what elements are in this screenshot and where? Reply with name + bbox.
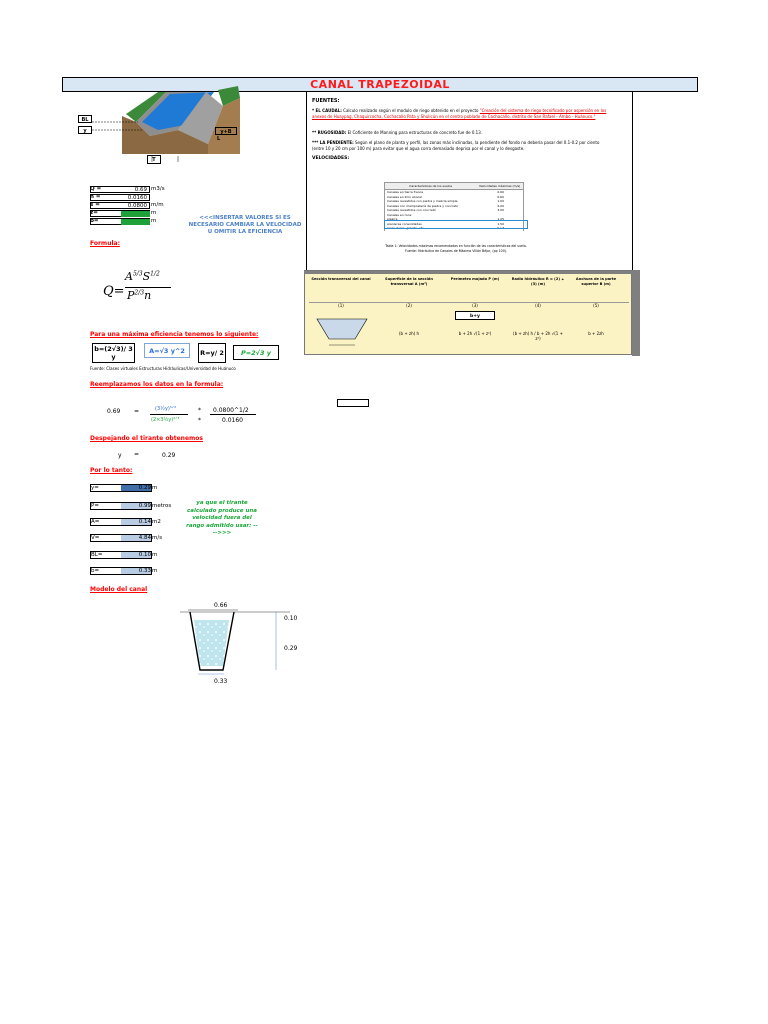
section-table-header: Anchura de la parte superior B (m)	[575, 277, 617, 286]
velocity-table-cell: Canales en limo aluvial	[387, 194, 422, 199]
section-table-colnum: (5)	[593, 303, 599, 308]
velocity-table-cell: Canales en roca:	[387, 212, 413, 217]
pendiente-text: Según el plano de planta y perfil, las zonas más inclinadas, la pendiente del fondo no debería pasar del 0.1-0.2 por ciento (entre 10 y 20 cm por 100 m) para evitar que el agua corra demasiado deprisa por el canal y lo desgaste.	[312, 140, 600, 151]
result-value: 0.99	[138, 503, 151, 509]
input-value-cell[interactable]: 0.69	[90, 186, 150, 193]
pendiente-label: *** LA PENDIENTE:	[312, 140, 354, 145]
eq-lhs: 0.69	[107, 408, 121, 415]
input-green-cell[interactable]	[121, 219, 150, 225]
gray-side-block	[632, 270, 640, 356]
section-table-cell: b + 2h √(1 + z²)	[458, 331, 492, 336]
velocity-table-cell: 0.60	[497, 190, 504, 194]
section-table-header: Radio hidráulico R = (2) ÷ (3) (m)	[511, 277, 565, 286]
solution-y: y	[118, 452, 122, 459]
result-value: 0.33	[138, 568, 151, 574]
section-table-colnum: (2)	[406, 303, 412, 308]
caudal-project: "Creación del sistema de riego tecnificado por aspersión en los anexos de Huaypag, Chaquircocha, Cochacallo Pata y Shulicún en el centro poblado de Cochacallo, distrito de San Rafael - Ambo - Huánuco."	[312, 108, 607, 119]
eq-equals: =	[134, 408, 140, 415]
velocity-table-cell: 1.25	[497, 217, 504, 221]
table-caption-text: Tabla 1: Velocidades máximas recomendadas en función de las características del suelo.	[385, 244, 527, 248]
a-formula: A=√3 y^2	[144, 343, 190, 358]
velocity-table-cell: 2.00	[497, 203, 504, 208]
velocidades-heading: VELOCIDADES:	[312, 156, 350, 161]
section-table-rule	[309, 302, 629, 303]
pendiente-note	[312, 140, 612, 151]
solution-equals: =	[134, 451, 140, 458]
sources-heading: FUENTES:	[312, 98, 340, 104]
result-value: 4.84	[138, 535, 151, 541]
velocity-table-cell: 1.00	[497, 199, 504, 203]
eq-times1: *	[198, 407, 201, 414]
eq-times2: *	[198, 417, 201, 424]
input-label: b=	[90, 218, 99, 224]
highlight-box: b+y	[455, 311, 495, 320]
b-formula: b=(2√3)/ 3 y	[92, 343, 135, 363]
channel-model-drawing	[150, 598, 310, 690]
solution-value: 0.29	[162, 452, 176, 459]
therefore-heading: Por lo tanto:	[90, 467, 133, 474]
section-table-cell: (b + zh) h	[399, 331, 419, 336]
trapezoid-section-icon	[315, 315, 371, 349]
source-note: Fuente: Clases virtuales Estructuras Hidráulicas/Universidad de Huánuco	[90, 366, 236, 371]
table-source-text: Fuente: Hidráulica de Canales de Máximo Villón Béjar, (pp 100).	[405, 248, 507, 253]
input-green-cell[interactable]	[121, 211, 150, 217]
result-unit: m	[152, 552, 158, 558]
velocity-table-cell: 3.00	[497, 208, 504, 212]
eq-n-value: 0.0160	[222, 417, 243, 424]
velocity-table-cell: Canales con mampostería de piedra y concreto	[387, 203, 459, 208]
input-unit: m/m	[151, 202, 164, 208]
efficiency-heading: Para una máxima eficiencia tenemos lo siguiente:	[90, 331, 259, 338]
velocity-table-cell: rocas duras, granito, etc.	[387, 226, 425, 230]
velocity-marker	[384, 220, 528, 229]
result-label: V=	[91, 535, 100, 541]
rugosidad-label: ** RUGOSIDAD:	[312, 130, 347, 135]
result-value: 0.10	[138, 552, 151, 558]
input-unit: m	[151, 210, 157, 216]
velocity-table-cell: 0.60	[497, 194, 504, 199]
input-value-cell[interactable]: 0.0160	[90, 194, 150, 201]
velocity-table-cell: Canales revestidos con concreto	[387, 208, 436, 212]
r-formula: R=y/ 2	[198, 343, 226, 363]
input-label: s =	[90, 202, 100, 208]
section-table-header: Sección transversal del canal	[311, 277, 371, 281]
manning-a: A	[125, 270, 133, 283]
section-table-cell: b + 2zh	[588, 331, 604, 336]
result-unit: metros	[152, 503, 172, 509]
manning-n: n	[144, 289, 152, 302]
manning-numerator	[125, 270, 160, 283]
manning-p-exp: 2/3	[134, 289, 145, 297]
section-table-frame	[304, 270, 632, 355]
eq-numerator: (3½y)⁵ᐟ³	[155, 406, 177, 412]
result-value: 0.14	[138, 519, 151, 525]
velocity-note: ya que el tirante calculado produce una velocidad fuera del rango admitido usar: ---->>>	[186, 500, 258, 536]
model-bl: 0.10	[284, 615, 298, 622]
velocity-table-header	[384, 182, 524, 190]
input-unit: m3/s	[151, 186, 165, 192]
caudal-note	[312, 108, 607, 119]
manning-formula	[103, 270, 173, 310]
empty-cell-box	[337, 399, 369, 407]
section-table-colnum: (4)	[535, 303, 541, 308]
manning-s: S	[142, 270, 151, 283]
sources-panel	[306, 92, 633, 270]
eq-s-value: 0.0800^1/2	[213, 407, 249, 414]
rugosidad-text: El Coficiente de Manning para estructuras de concreto fue de 0.13.	[347, 130, 483, 135]
result-label: BL=	[91, 552, 103, 558]
model-top-width: 0.66	[214, 602, 228, 609]
velocity-table-cell: Canales revestidos con piedra y mezcla simple	[387, 199, 458, 203]
manning-a-exp: 5/3	[132, 270, 143, 278]
result-unit: m2	[152, 519, 161, 525]
result-unit: m/s	[152, 535, 163, 541]
eq-line1	[150, 414, 188, 415]
section-table-header: Superficie de la sección transversal A (m²)	[385, 277, 433, 286]
manning-p: P	[127, 289, 135, 302]
caudal-label: * EL CAUDAL:	[312, 108, 342, 113]
velocity-table-header-cell: Características de los suelos	[409, 184, 453, 188]
section-table-cell: (b + zh) h / b + 2h √(1 + z²)	[513, 331, 563, 341]
model-bottom-width: 0.33	[214, 678, 228, 685]
result-unit: m	[152, 568, 158, 574]
caudal-text: Calculo realizado según el modulo de riego obtenido en el proyecto	[343, 108, 479, 113]
eq-line2	[210, 414, 256, 415]
manning-denominator	[127, 289, 151, 302]
result-label: A=	[91, 519, 100, 525]
section-table-colnum: (1)	[338, 303, 344, 308]
page-title: CANAL TRAPEZOIDAL	[310, 78, 450, 91]
table-caption	[371, 244, 541, 253]
velocity-table-header-cell: Velocidades máximas (m/s)	[479, 184, 521, 188]
input-label: n =	[90, 194, 101, 200]
result-unit: m	[152, 485, 158, 491]
velocity-table-cell: areniscas consolidadas	[387, 221, 422, 226]
velocity-table-cell: 1.50	[497, 221, 504, 226]
t-label-box: T	[147, 155, 161, 164]
p-formula: P=2√3 y	[233, 345, 279, 360]
l-label: L	[217, 136, 221, 142]
result-value: 0.29	[138, 485, 151, 491]
section-table-header: Perímetro mojado P (m)	[450, 277, 500, 281]
input-value-cell[interactable]: 0.0800	[90, 202, 150, 209]
result-label: P=	[91, 503, 99, 509]
bl-label-box: BL	[78, 115, 92, 123]
model-y: 0.29	[284, 645, 298, 652]
replace-heading: Reemplazamos los datos en la formula:	[90, 381, 224, 388]
gray-bottom-strip	[304, 271, 640, 274]
manning-q: Q=	[103, 284, 125, 299]
input-label: Q =	[90, 186, 102, 192]
eq-denominator: (2×3½y)²ᐟ³	[151, 417, 180, 423]
input-label: z=	[90, 210, 98, 216]
solve-heading: Despejando el tirante obtenemos	[90, 435, 203, 442]
result-label: b=	[91, 568, 100, 574]
model-heading: Modelo del canal	[90, 586, 148, 593]
velocity-table-cell: pizarra	[387, 217, 398, 221]
result-label: y=	[91, 485, 99, 491]
manning-s-exp: 1/2	[150, 270, 160, 278]
insert-note: <<<INSERTAR VALORES SI ES NECESARIO CAMBIAR LA VELOCIDAD U OMITIR LA EFICIENCIA	[188, 215, 302, 235]
formula-heading: Formula:	[90, 240, 120, 247]
rugosidad-note	[312, 130, 607, 136]
velocity-table-cell: 3 a 5	[496, 226, 505, 230]
section-table-colnum: (3)	[472, 303, 478, 308]
yb-label-box: y+B	[215, 127, 237, 135]
input-unit: m	[151, 218, 157, 224]
y-label-box: y	[78, 126, 92, 134]
velocity-table-cell: Canales en tierra franca	[387, 190, 424, 194]
